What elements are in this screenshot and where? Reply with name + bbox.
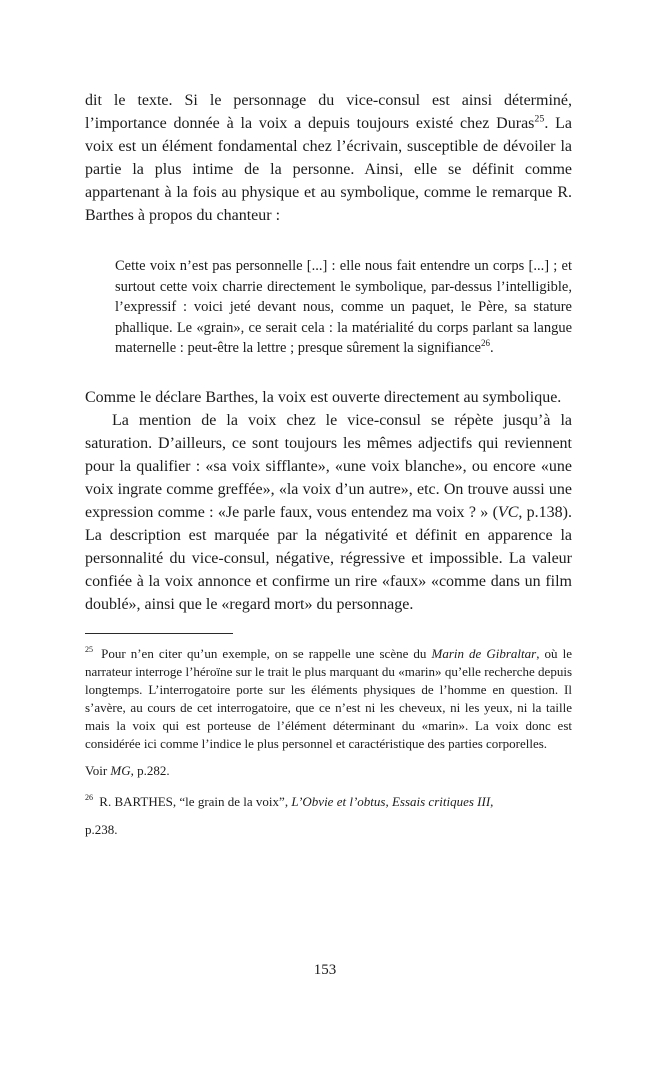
body-paragraph-3: La mention de la voix chez le vice-consul se répète jusqu’à la saturation. D’ailleurs, ce sont toujours les mêmes adjectifs qui reviennent pour la qualifier : «sa voix sifflante», «une voix blanche», ou encore «une voix ingrate comme greffée», «la voix d’un autre», etc. On trouve aussi une expression comme : «Je parle faux, vous entendez ma voix ? » (VC, p.138). La description est marquée par la négativité et définit en apparence la personnalité du vice-consul, négative, régressive et impossible. La valeur confiée à la voix annonce et confirme un rire «faux» «comme dans un film doublé», ainsi que le «regard mort» du personnage.: [85, 411, 573, 613]
footnote-26: $^{26}$ R. BARTHES, “le grain de la voix”, L’Obvie et l’obtus, Essais critiques III,: [85, 793, 494, 809]
block-quote-barthes: Cette voix n’est pas personnelle [...] : elle nous fait entendre un corps [...] ; et surtout cette voix charrie directement le symbolique, par-dessus l’intelligible, l’expressif : voici jeté devant nous, comme un paquet, le Père, sa stature phallique. Le «grain», ce serait cela : la matérialité du corps parlant sa langue maternelle : peut-être la lettre ; presque sûrement la signifiance$^{26}$.: [115, 258, 572, 356]
body-paragraph-1: dit le texte. Si le personnage du vice-consul est ainsi déterminé, l’importance donnée à la voix a depuis toujours existé chez Duras$^{25}$. La voix est un élément fondamental chez l’écrivain, susceptible de dévoiler la partie la plus intime de la personne. Ainsi, elle se définit comme appartenant à la fois au physique et au symbolique, comme le remarque R. Barthes à propos du chanteur :: [85, 92, 573, 224]
footnote-25: $^{25}$ Pour n’en citer qu’un exemple, on se rappelle une scène du Marin de Gibraltar, où le narrateur interroge l’héroïne sur le trait le plus marquant du «marin» qu’elle recherche depuis longtemps. L’interrogatoire porte sur les éléments physiques de l’homme en question. Il s’avère, au cours de cet interrogatoire, que ce n’est ni les cheveux, ni les yeux, ni la taille mais la voix qui est porteuse de l’élément déterminant du «marin». La voix donc est considérée ici comme l’indice le plus personnel et caractéristique des parties corporelles.: [85, 645, 572, 751]
footnote-separator: [85, 633, 233, 634]
body-paragraph-2: Comme le déclare Barthes, la voix est ouverte directement au symbolique.: [85, 388, 562, 406]
page-content: [85, 89, 572, 839]
footnote-26-page: p.238.: [85, 821, 118, 837]
footnote-25-reference: Voir MG, p.282.: [85, 762, 170, 778]
page-number: 153: [313, 962, 337, 978]
footnotes-section: [85, 645, 572, 839]
